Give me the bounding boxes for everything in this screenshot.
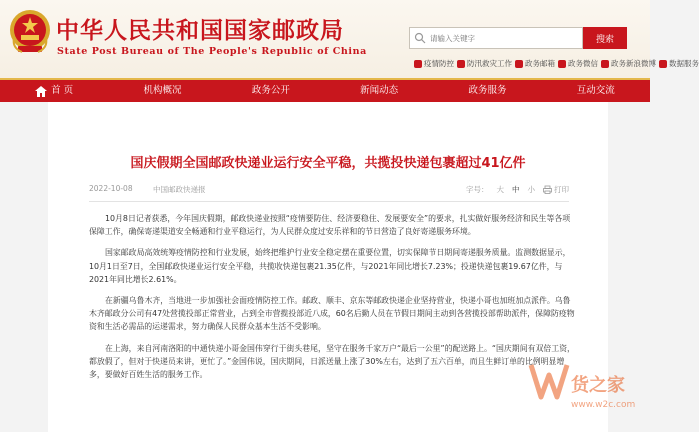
article-paragraph: 在新疆乌鲁木齐，当地进一步加强社会面疫情防控工作。邮政、顺丰、京东等邮政快递企业坚持营业，快递小哥也加班加点派件。乌鲁木齐邮政分公司有47处营揽投部正常营业，占到全市营揽投部近八成，60名后勤人员在节假日期间主动到各营揽投部帮助派件，保障防疫物资和生活必需品的运递需求，努力确保人民群众基本生活不受影响。 bbox=[89, 296, 575, 332]
quick-link-weibo[interactable]: 政务新浪微博 bbox=[601, 58, 656, 69]
site-title: 中华人民共和国国家邮政局 bbox=[56, 18, 344, 44]
weibo-icon bbox=[601, 60, 609, 68]
national-emblem-icon bbox=[8, 8, 52, 56]
quick-link-mail[interactable]: 政务邮箱 bbox=[515, 58, 555, 69]
search-box[interactable] bbox=[409, 27, 583, 49]
article-body bbox=[89, 212, 577, 389]
main-nav bbox=[0, 78, 650, 102]
article-title: 国庆假期全国邮政快递业运行安全平稳，共揽投快递包裹超过41亿件 bbox=[130, 156, 526, 171]
nav-services[interactable]: 政务服务 bbox=[468, 85, 507, 96]
quick-link-data[interactable]: 数据服务 bbox=[659, 58, 699, 69]
font-size-label: 字号： bbox=[466, 185, 489, 194]
quick-links bbox=[414, 58, 699, 69]
article-paragraph: 10月8日记者获悉，今年国庆假期，邮政快递业按照“疫情要防住、经济要稳住、发展要安全”的要求，扎实做好服务经济和民生等各项保障工作，确保寄递渠道安全畅通和行业平稳运行，为人民群众度过安乐祥和的节日营造了良好寄递服务环境。 bbox=[89, 214, 571, 237]
nav-organization[interactable]: 机构概况 bbox=[143, 85, 182, 96]
font-size-medium[interactable]: 中 bbox=[512, 185, 520, 194]
print-button[interactable]: 打印 bbox=[543, 184, 569, 195]
quick-link-epidemic[interactable]: 疫情防控 bbox=[414, 58, 454, 69]
mail-icon bbox=[515, 60, 523, 68]
nav-news[interactable]: 新闻动态 bbox=[360, 85, 399, 96]
watermark-logo bbox=[527, 357, 645, 427]
home-icon bbox=[35, 86, 47, 97]
print-icon bbox=[543, 186, 552, 194]
article-tools bbox=[466, 184, 569, 195]
epidemic-icon bbox=[414, 60, 422, 68]
data-icon bbox=[659, 60, 667, 68]
article-paragraph: 国家邮政局高效统筹疫情防控和行业发展，始终把维护行业安全稳定摆在重要位置，切实保障节日期间寄递服务质量。监测数据显示，10月1日至7日，全国邮政快递业运行安全平稳，共揽收快递包裹21.35亿件，与2021年同比增长7.23%；投递快递包裹19.67亿件，与2021年同比增长2.61%。 bbox=[89, 248, 571, 284]
meta-divider bbox=[89, 201, 569, 202]
article-date: 2022-10-08 bbox=[89, 184, 133, 193]
quick-link-wechat[interactable]: 政务微信 bbox=[558, 58, 598, 69]
nav-interaction[interactable]: 互动交流 bbox=[576, 85, 615, 96]
flood-icon bbox=[457, 60, 465, 68]
nav-government-affairs[interactable]: 政务公开 bbox=[251, 85, 290, 96]
site-header bbox=[0, 0, 699, 78]
article-paragraph: 在上海，来自河南洛阳的中通快递小哥金国伟穿行于街头巷尾，坚守在服务千家万户“最后一公里”的配送路上。“国庆期间有双倍工资，都放假了，但对于快递员来讲，更忙了。”金国伟说，国庆期间，日派送量上涨了30%左右，达到了五六百单，而且生鲜订单的比例明显增多，要做好百姓生活的服务工作。 bbox=[89, 343, 575, 380]
search-icon bbox=[414, 32, 426, 44]
search-button[interactable]: 搜索 bbox=[583, 27, 627, 49]
site-subtitle: State Post Bureau of The People's Republic of China bbox=[57, 46, 367, 57]
svg-text:货之家: 货之家 bbox=[571, 375, 625, 396]
font-size-large[interactable]: 大 bbox=[496, 185, 504, 194]
article-meta bbox=[89, 184, 569, 198]
quick-link-flood[interactable]: 防汛救灾工作 bbox=[457, 58, 512, 69]
nav-home[interactable]: 首 页 bbox=[0, 80, 108, 102]
wechat-icon bbox=[558, 60, 566, 68]
search-input[interactable] bbox=[430, 34, 580, 43]
svg-text:www.w2c.com: www.w2c.com bbox=[571, 400, 636, 410]
font-size-small[interactable]: 小 bbox=[527, 185, 535, 194]
article-source: 中国邮政快递报 bbox=[153, 185, 206, 194]
